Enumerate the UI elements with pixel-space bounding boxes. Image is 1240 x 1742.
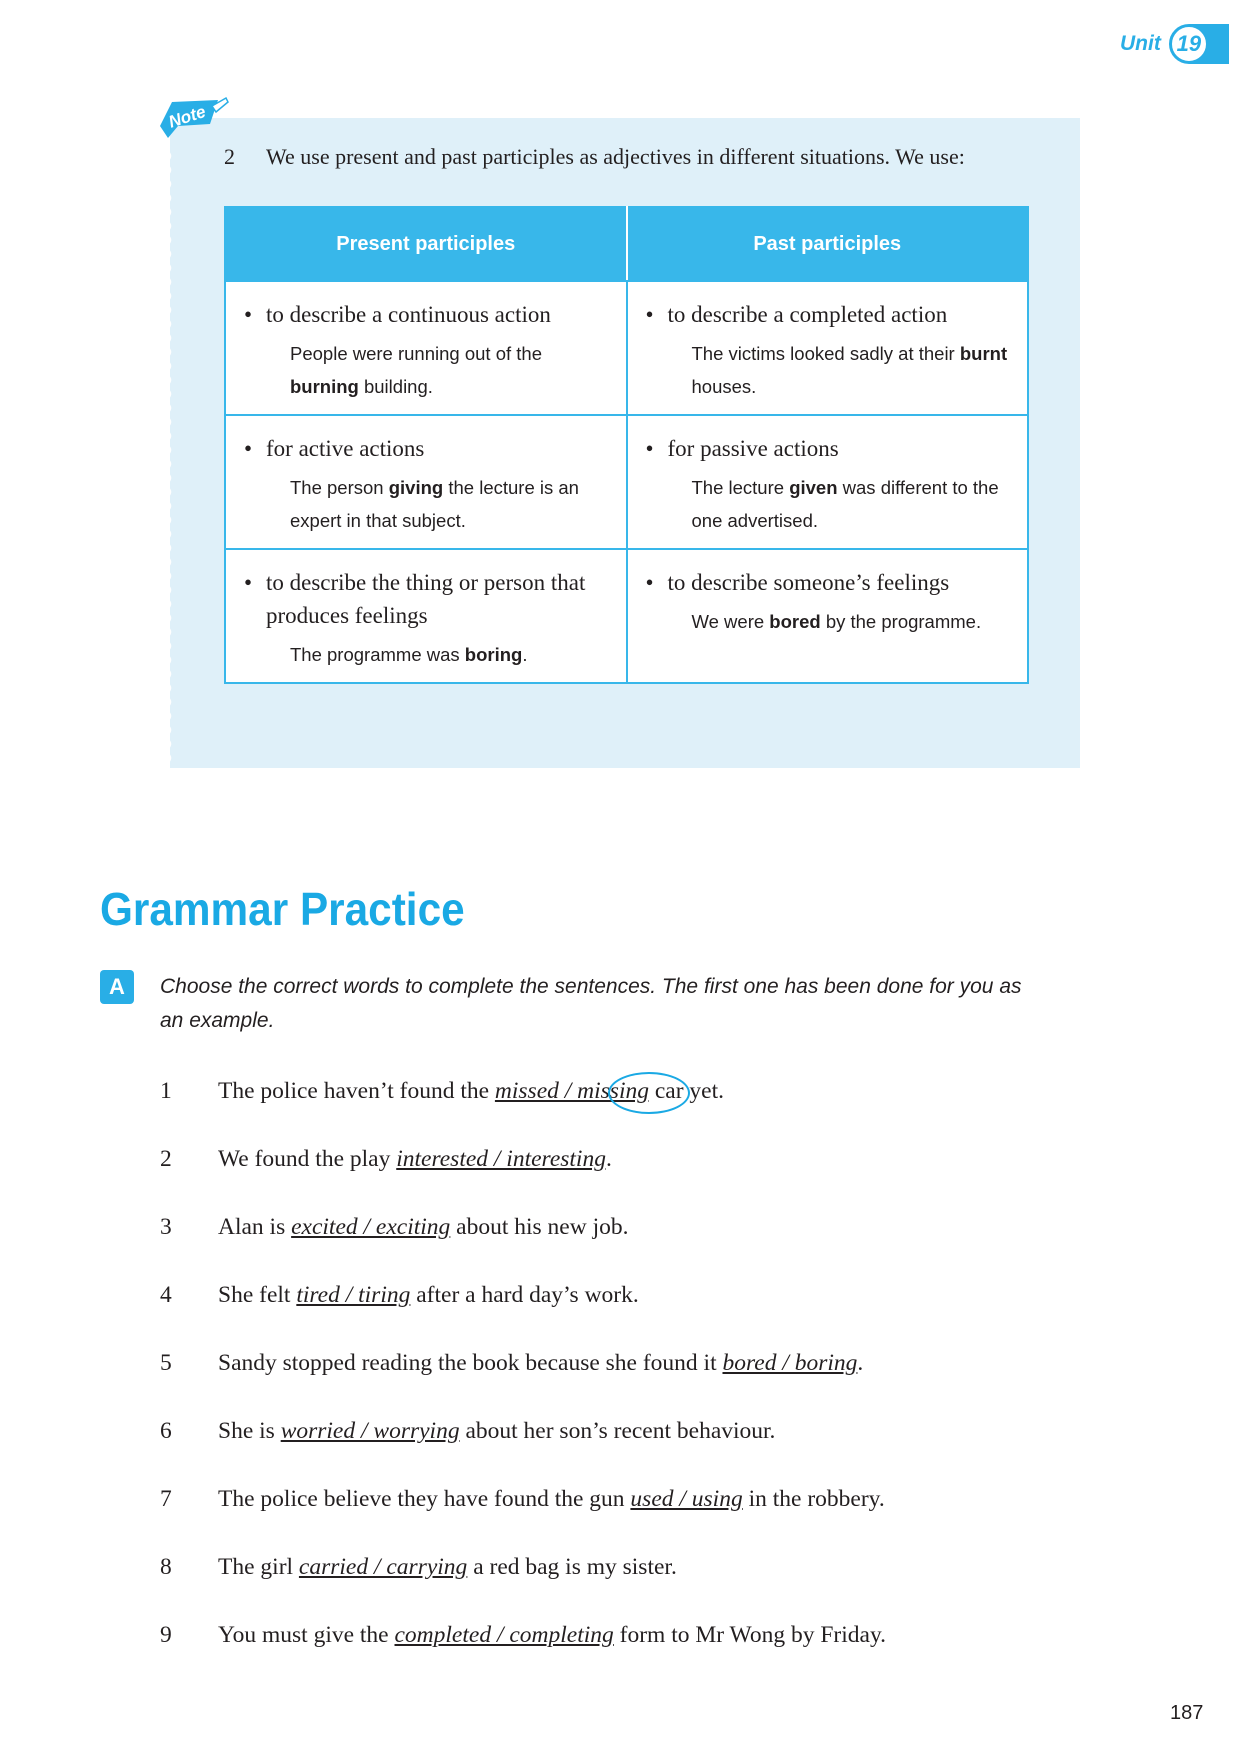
- section-title: Grammar Practice: [100, 883, 465, 935]
- participles-table: [224, 206, 1029, 684]
- question-item: [160, 1418, 775, 1445]
- rule-text: to describe a continuous action: [266, 302, 551, 327]
- question-number: 9: [160, 1622, 172, 1648]
- answer-options[interactable]: bored / boring: [722, 1350, 858, 1376]
- question-text: car yet.: [648, 1078, 725, 1104]
- example-sentence: [646, 605, 1010, 638]
- answer-options[interactable]: missed / missing: [494, 1078, 649, 1104]
- question-item: [160, 1486, 885, 1513]
- bullet-icon: •: [645, 570, 654, 595]
- exercise-letter-badge: A: [100, 970, 134, 1004]
- note-lead: [224, 144, 965, 170]
- question-number: 3: [160, 1214, 172, 1240]
- question-text: in the robbery.: [742, 1486, 885, 1512]
- header-past-participles: Past participles: [627, 207, 1029, 281]
- question-text: about his new job.: [450, 1214, 629, 1240]
- question-item: [160, 1622, 886, 1649]
- question-text: She is: [218, 1418, 281, 1444]
- unit-number: 19: [1169, 24, 1209, 64]
- table-cell: [225, 415, 627, 549]
- table-cell: [627, 415, 1029, 549]
- example-keyword: boring: [464, 644, 523, 665]
- table-row: [225, 281, 1028, 415]
- example-text: by the programme.: [820, 611, 982, 632]
- example-keyword: giving: [388, 477, 444, 498]
- rule-text: to describe the thing or person that produces feelings: [266, 570, 586, 628]
- table-cell: [627, 549, 1029, 683]
- answer-options[interactable]: completed / completing: [394, 1622, 614, 1648]
- question-text: about her son’s recent behaviour.: [459, 1418, 776, 1444]
- note-tag-label: Note: [166, 101, 209, 132]
- example-text: The person: [290, 477, 389, 498]
- example-text: The programme was: [290, 644, 465, 665]
- table-cell: [225, 281, 627, 415]
- question-text: The police believe they have found the gun: [218, 1486, 631, 1512]
- answer-options[interactable]: interested / interesting: [396, 1146, 606, 1172]
- table-cell: [627, 281, 1029, 415]
- table-row: [225, 549, 1028, 683]
- note-scalloped-edge: [166, 150, 174, 765]
- question-text: We found the play: [218, 1146, 397, 1172]
- bullet-icon: •: [645, 302, 654, 327]
- example-keyword: burnt: [959, 343, 1008, 364]
- example-sentence: [646, 471, 1010, 537]
- example-sentence: [646, 337, 1010, 403]
- question-number: 2: [160, 1146, 172, 1172]
- example-keyword: bored: [769, 611, 821, 632]
- rule-text: to describe a completed action: [667, 302, 948, 327]
- answer-options[interactable]: tired / tiring: [296, 1282, 411, 1308]
- answer-circle-mark: [608, 1072, 690, 1114]
- question-number: 8: [160, 1554, 172, 1580]
- question-text: .: [605, 1146, 612, 1172]
- bullet-icon: •: [244, 302, 253, 327]
- question-text: Sandy stopped reading the book because she found it: [218, 1350, 723, 1376]
- question-text: .: [857, 1350, 864, 1376]
- answer-options[interactable]: used / using: [630, 1486, 743, 1512]
- example-sentence: [244, 471, 608, 537]
- example-keyword: burning: [290, 376, 359, 397]
- example-keyword: given: [789, 477, 838, 498]
- table-cell: [225, 549, 627, 683]
- bullet-icon: •: [645, 436, 654, 461]
- note-lead-text: We use present and past participles as adjectives in different situations. We use:: [266, 144, 965, 169]
- question-number: 6: [160, 1418, 172, 1444]
- question-text: The police haven’t found the: [218, 1078, 495, 1104]
- question-item: [160, 1554, 677, 1581]
- question-text: The girl: [218, 1554, 299, 1580]
- question-number: 7: [160, 1486, 172, 1512]
- example-sentence: [244, 638, 608, 671]
- unit-badge: [1120, 24, 1229, 64]
- question-item: [160, 1350, 863, 1377]
- question-number: 5: [160, 1350, 172, 1376]
- bullet-icon: •: [244, 570, 253, 595]
- rule-text: to describe someone’s feelings: [667, 570, 950, 595]
- rule-text: for passive actions: [667, 436, 839, 461]
- example-text: the lecture is an expert in that subject.: [290, 477, 579, 531]
- question-text: Alan is: [218, 1214, 292, 1240]
- page-number: 187: [1170, 1702, 1204, 1724]
- example-text: The victims looked sadly at their: [691, 343, 960, 364]
- question-item: [160, 1146, 612, 1173]
- question-text: after a hard day’s work.: [410, 1282, 639, 1308]
- header-present-participles: Present participles: [225, 207, 627, 281]
- example-text: houses.: [691, 376, 757, 397]
- example-text: People were running out of the: [290, 343, 542, 364]
- note-lead-number: 2: [224, 144, 235, 169]
- question-text: You must give the: [218, 1622, 395, 1648]
- example-text: The lecture: [691, 477, 790, 498]
- exercise-instruction: Choose the correct words to complete the sentences. The first one has been done for you as an example.: [160, 975, 1022, 1032]
- table-row: [225, 415, 1028, 549]
- example-text: building.: [358, 376, 433, 397]
- example-text: was different to the one advertised.: [691, 477, 999, 531]
- question-item: [160, 1282, 639, 1309]
- answer-options[interactable]: worried / worrying: [280, 1418, 460, 1444]
- answer-options[interactable]: carried / carrying: [298, 1554, 468, 1580]
- question-number: 4: [160, 1282, 172, 1308]
- question-text: a red bag is my sister.: [467, 1554, 677, 1580]
- note-pencil-icon: [158, 96, 230, 140]
- rule-text: for active actions: [266, 436, 425, 461]
- answer-options[interactable]: excited / exciting: [291, 1214, 451, 1240]
- question-text: She felt: [218, 1282, 297, 1308]
- bullet-icon: •: [244, 436, 253, 461]
- question-item: [160, 1214, 629, 1241]
- example-sentence: [244, 337, 608, 403]
- question-text: form to Mr Wong by Friday.: [613, 1622, 887, 1648]
- example-text: .: [522, 644, 528, 665]
- example-text: We were: [691, 611, 770, 632]
- question-number: 1: [160, 1078, 172, 1104]
- unit-label: Unit: [1120, 32, 1161, 55]
